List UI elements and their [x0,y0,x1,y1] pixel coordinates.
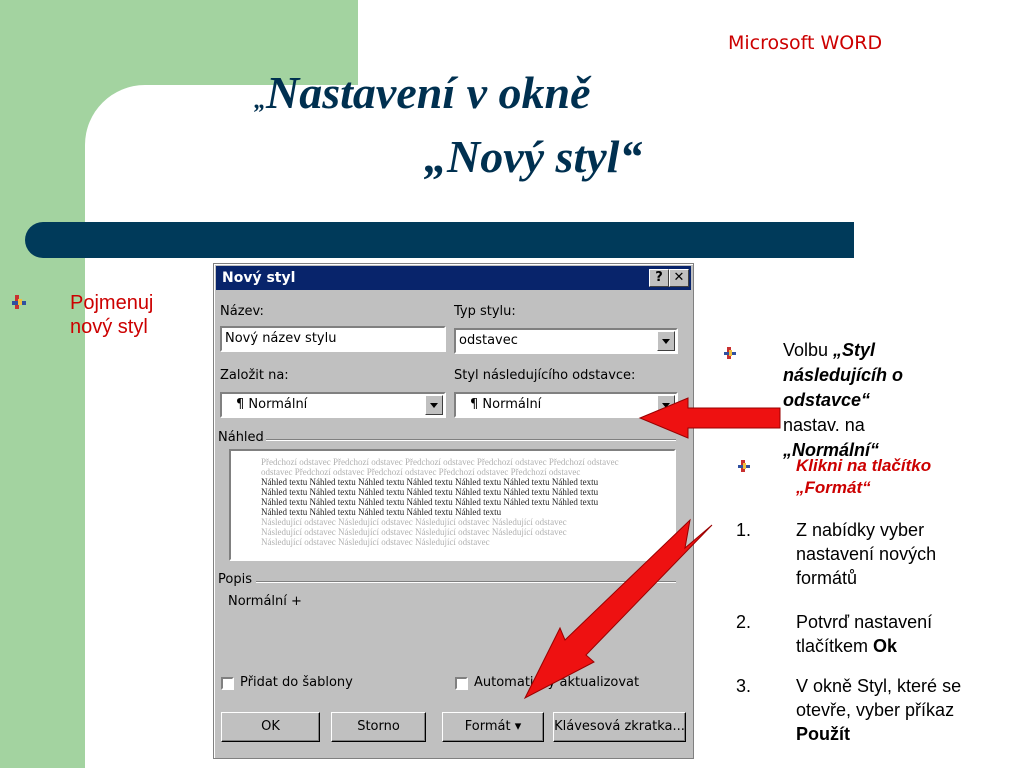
preview-line: Náhled textu Náhled textu Náhled textu Náhled textu Náhled textu Náhled textu Náhled textu [261,497,599,507]
left-bullet-text: Pojmenuj nový styl [70,292,154,338]
close-button[interactable]: ✕ [669,269,689,287]
auto-update-label: Automaticky aktualizovat [474,675,640,690]
add-to-template-label: Přidat do šablony [240,675,353,690]
preview-line: Následující odstavec Následující odstavec Následující odstavec Následující odstavec [261,517,567,527]
step-3-bold: Použít [796,724,850,744]
brand-label: Microsoft WORD [728,32,883,54]
description-value: Normální + [228,594,302,609]
preview-label: Náhled [218,430,264,445]
name-label: Název: [220,304,264,319]
title-text-1: Nastavení v okně [266,67,591,118]
preview-line: Náhled textu Náhled textu Náhled textu Náhled textu Náhled textu Náhled textu Náhled textu [261,477,599,487]
format-button[interactable]: Formát ▾ [442,712,544,742]
preview-line: Následující odstavec Následující odstavec Následující odstavec Následující odstavec [261,527,567,537]
next-style-label: Styl následujícího odstavce: [454,368,636,383]
dialog-title: Nový styl [222,270,296,286]
step-2-body: Potvrď nastavení tlačítkem [796,612,933,656]
bullet1-rest: nastav. na [783,415,865,435]
ok-button[interactable]: OK [221,712,320,742]
step-number: 2. [736,612,752,632]
title-quote: „ [254,88,266,114]
style-type-value: odstavec [459,333,518,348]
based-on-value: ¶ Normální [236,397,308,412]
style-type-label: Typ stylu: [454,304,516,319]
step-number: 1. [736,520,752,540]
slide-title-line2: „Nový styl“ [424,131,643,182]
preview-line: Náhled textu Náhled textu Náhled textu Náhled textu Náhled textu [261,507,502,517]
step-1-body: Z nabídky vyber nastavení nových formátů [796,520,937,588]
description-label: Popis [218,572,252,587]
step-2-bold: Ok [873,636,898,656]
cancel-button[interactable]: Storno [331,712,426,742]
step-3-body: V okně Styl, které se otevře, vyber příkaz [796,676,962,720]
bullet1-prefix: Volbu [783,340,834,360]
bullet2-text: Klikni na tlačítko „Formát“ [796,456,932,497]
name-input[interactable]: Nový název stylu [220,326,446,352]
bullet1-end: „Normální“ [783,440,880,460]
step-number: 3. [736,676,752,696]
arrow-to-format-button [525,520,712,698]
help-button[interactable]: ? [649,269,669,287]
next-style-value: ¶ Normální [470,397,542,412]
preview-line: Předchozí odstavec Předchozí odstavec Předchozí odstavec Předchozí odstavec Předchozí odstavec [261,457,619,467]
based-on-label: Založit na: [220,368,289,383]
preview-line: odstavec Předchozí odstavec Předchozí odstavec Předchozí odstavec Předchozí odstavec [261,467,581,477]
arrow-to-next-style [640,398,780,438]
preview-line: Náhled textu Náhled textu Náhled textu Náhled textu Náhled textu Náhled textu Náhled textu [261,487,599,497]
preview-line: Následující odstavec Následující odstavec Následující odstavec [261,537,490,547]
shortcut-button[interactable]: Klávesová zkratka... [553,712,686,742]
bullet1-italic: „Styl následujícíh o odstavce“ [783,340,904,410]
